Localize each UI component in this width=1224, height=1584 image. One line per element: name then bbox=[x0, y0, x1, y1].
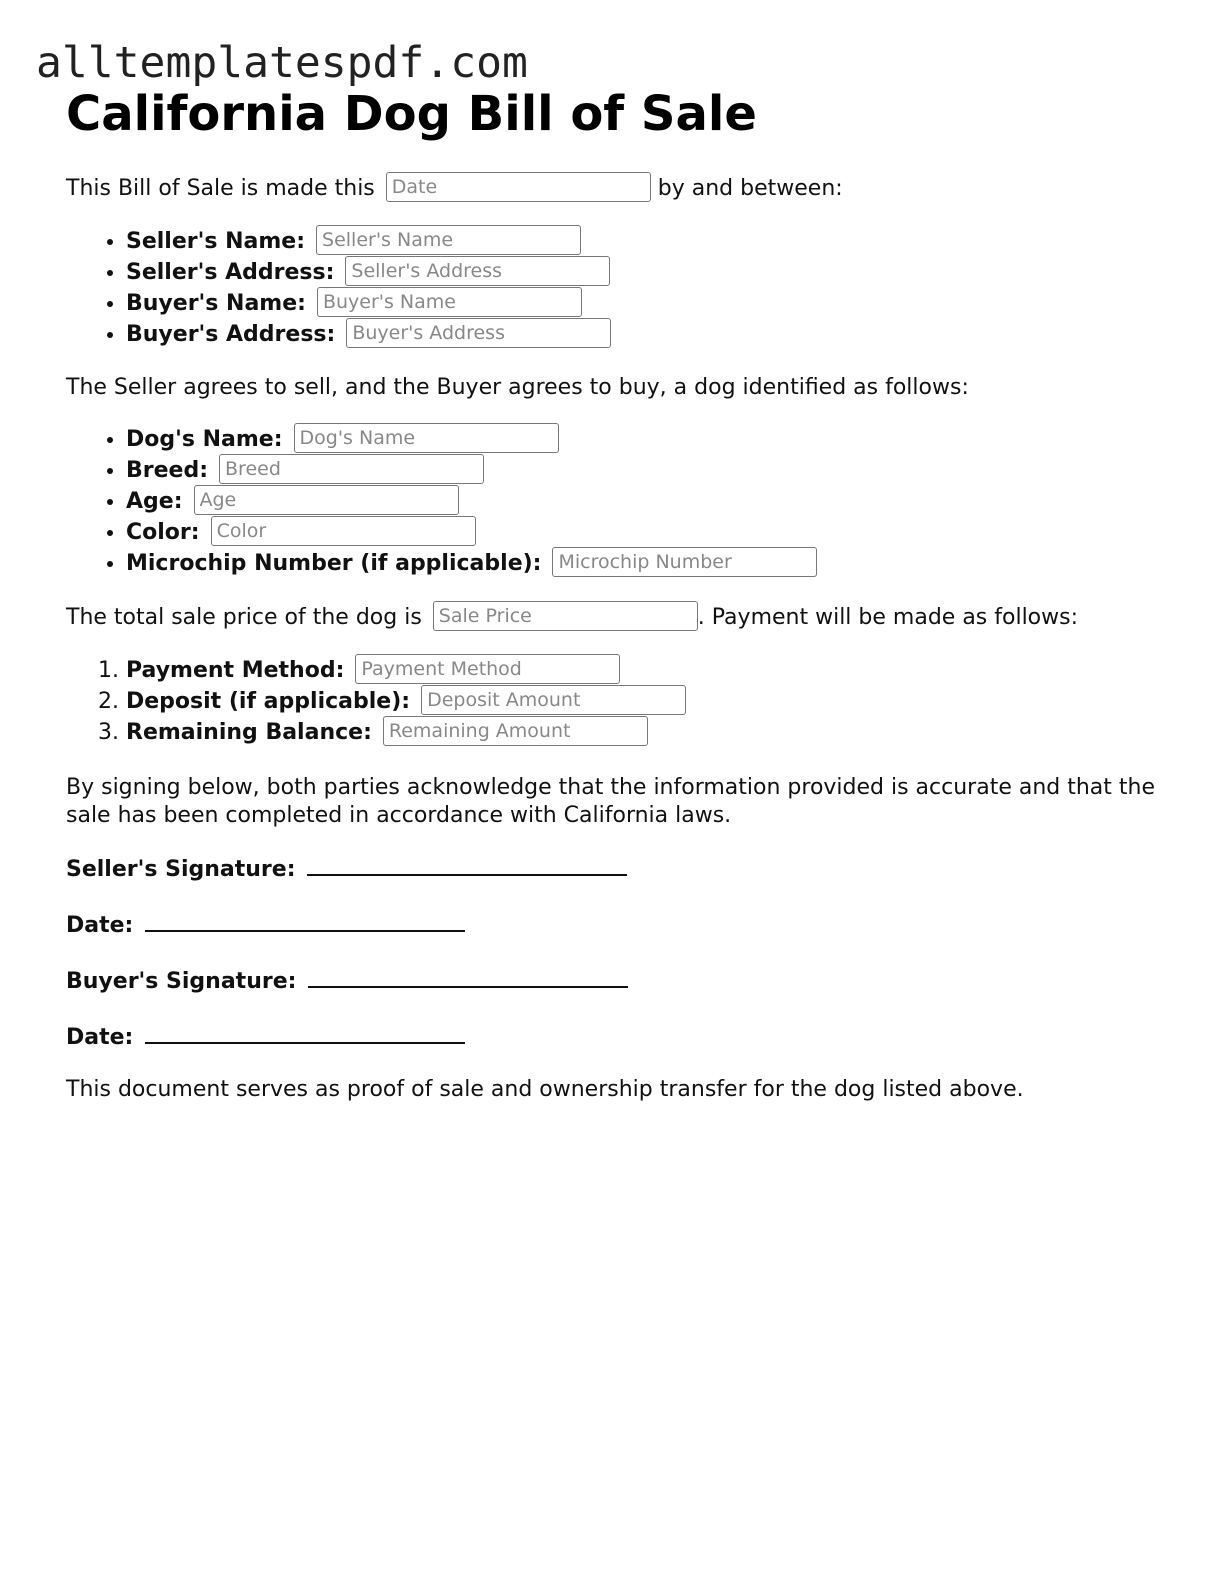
seller-name-label: Seller's Name: bbox=[126, 229, 306, 254]
document-title: California Dog Bill of Sale bbox=[66, 86, 757, 142]
buyer-date-line[interactable] bbox=[145, 1022, 465, 1044]
list-item bbox=[126, 686, 1166, 717]
intro-text-after: by and between: bbox=[657, 176, 843, 201]
buyer-name-label: Buyer's Name: bbox=[126, 291, 306, 316]
list-item bbox=[126, 717, 1166, 748]
list-item bbox=[126, 226, 1166, 257]
sale-price-input[interactable] bbox=[433, 601, 698, 631]
seller-date-row bbox=[66, 910, 1166, 940]
payment-method-label: Payment Method: bbox=[126, 658, 345, 683]
age-input[interactable] bbox=[194, 485, 459, 515]
seller-signature-label: Seller's Signature: bbox=[66, 857, 296, 882]
document-page bbox=[66, 86, 1166, 1104]
list-item bbox=[126, 486, 1166, 517]
buyer-signature-label: Buyer's Signature: bbox=[66, 969, 297, 994]
buyer-date-label: Date: bbox=[66, 1025, 134, 1050]
intro-paragraph bbox=[66, 174, 1166, 204]
acknowledgement-paragraph: By signing below, both parties acknowledge that the information provided is accurate and that the sale has been completed in accordance with California laws. bbox=[66, 775, 1156, 828]
color-label: Color: bbox=[126, 520, 200, 545]
price-text-before: The total sale price of the dog is bbox=[66, 605, 422, 630]
buyer-date-row bbox=[66, 1022, 1166, 1052]
dog-name-input[interactable] bbox=[294, 423, 559, 453]
intro-text-before: This Bill of Sale is made this bbox=[66, 176, 375, 201]
buyer-address-label: Buyer's Address: bbox=[126, 322, 336, 347]
list-item bbox=[126, 548, 1166, 579]
buyer-name-input[interactable] bbox=[317, 287, 582, 317]
price-text-after: . Payment will be made as follows: bbox=[697, 605, 1079, 630]
seller-address-label: Seller's Address: bbox=[126, 260, 335, 285]
price-paragraph bbox=[66, 603, 1166, 633]
buyer-signature-row bbox=[66, 966, 1166, 996]
breed-input[interactable] bbox=[219, 454, 484, 484]
watermark-text: alltemplatespdf.com bbox=[36, 38, 528, 88]
seller-date-label: Date: bbox=[66, 913, 134, 938]
closing-paragraph: This document serves as proof of sale and ownership transfer for the dog listed above. bbox=[66, 1077, 1024, 1102]
list-item bbox=[126, 517, 1166, 548]
microchip-number-input[interactable] bbox=[552, 547, 817, 577]
list-item bbox=[126, 319, 1166, 350]
remaining-amount-input[interactable] bbox=[383, 716, 648, 746]
seller-date-line[interactable] bbox=[145, 910, 465, 932]
list-item bbox=[126, 257, 1166, 288]
list-item bbox=[126, 424, 1166, 455]
breed-label: Breed: bbox=[126, 458, 209, 483]
seller-signature-line[interactable] bbox=[307, 854, 627, 876]
seller-address-input[interactable] bbox=[345, 256, 610, 286]
list-item bbox=[126, 655, 1166, 686]
buyer-address-input[interactable] bbox=[346, 318, 611, 348]
deposit-amount-input[interactable] bbox=[421, 685, 686, 715]
payment-method-input[interactable] bbox=[355, 654, 620, 684]
age-label: Age: bbox=[126, 489, 183, 514]
color-input[interactable] bbox=[211, 516, 476, 546]
buyer-signature-line[interactable] bbox=[308, 966, 628, 988]
seller-signature-row bbox=[66, 854, 1166, 884]
list-item bbox=[126, 455, 1166, 486]
seller-name-input[interactable] bbox=[316, 225, 581, 255]
dog-details-list bbox=[66, 424, 1166, 579]
sale-date-input[interactable] bbox=[386, 172, 651, 202]
dog-name-label: Dog's Name: bbox=[126, 427, 283, 452]
deposit-label: Deposit (if applicable): bbox=[126, 689, 411, 714]
list-item bbox=[126, 288, 1166, 319]
payment-list bbox=[66, 655, 1166, 748]
parties-list bbox=[66, 226, 1166, 350]
remaining-balance-label: Remaining Balance: bbox=[126, 720, 372, 745]
dog-intro-paragraph: The Seller agrees to sell, and the Buyer agrees to buy, a dog identified as follows: bbox=[66, 375, 969, 400]
microchip-number-label: Microchip Number (if applicable): bbox=[126, 551, 542, 576]
